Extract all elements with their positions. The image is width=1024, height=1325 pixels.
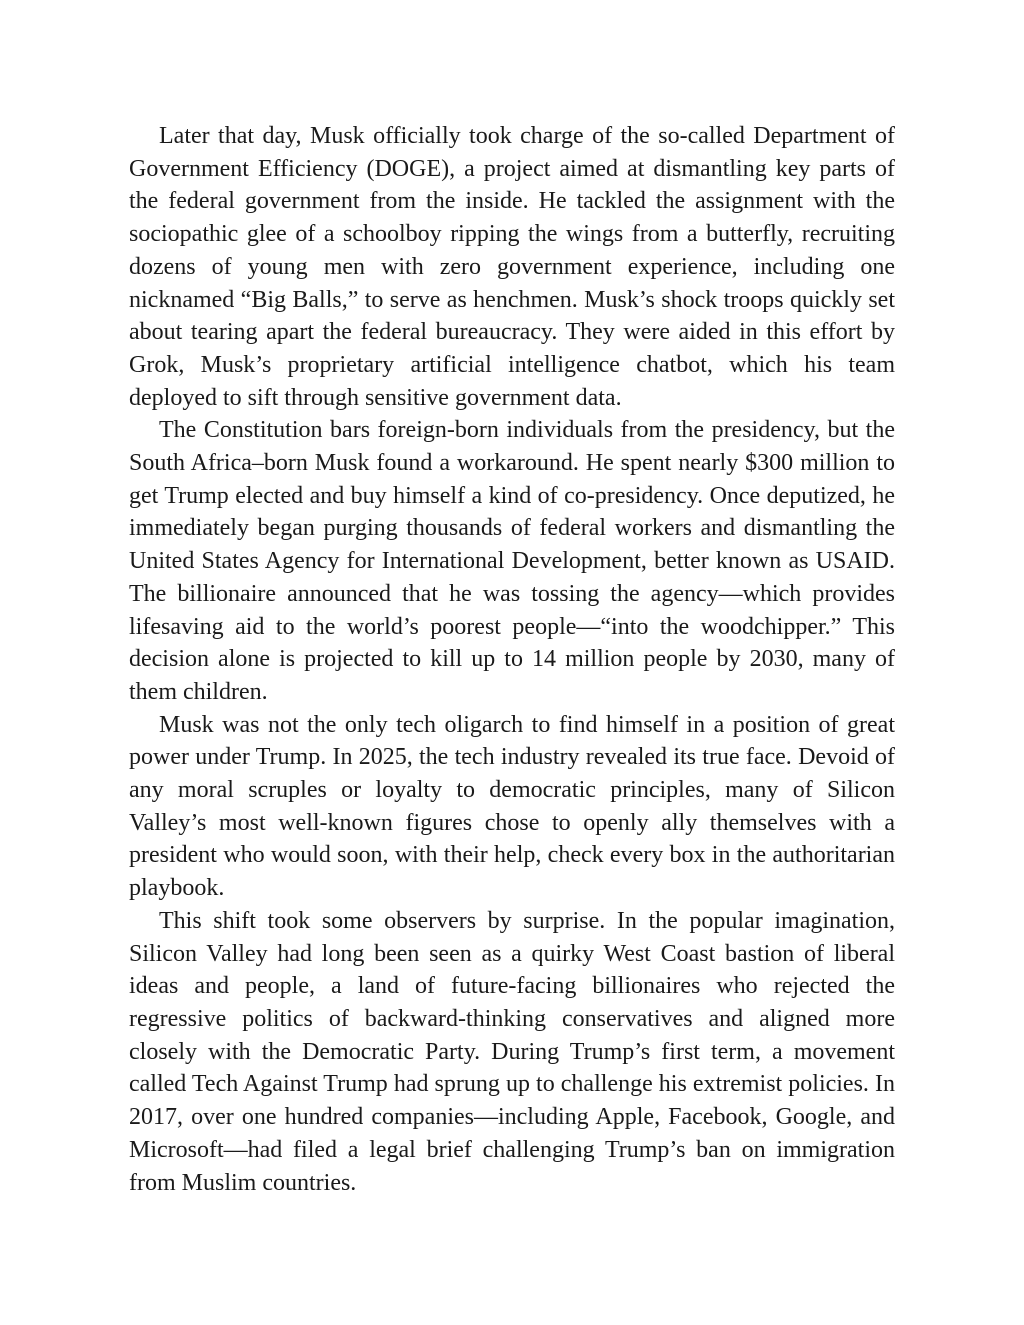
- body-text: [129, 120, 895, 1199]
- paragraph-doge: Later that day, Musk officially took charge of the so-called Department of Government Efficiency (DOGE), a project aimed at dismantling key parts of the federal government from the inside. He tackled the assignment with the sociopathic glee of a schoolboy ripping the wings from a butterfly, recruiting dozens of young men with zero government experience, including one nicknamed “Big Balls,” to serve as henchmen. Musk’s shock troops quickly set about tearing apart the federal bureaucracy. They were aided in this effort by Grok, Musk’s proprietary artificial intelligence chatbot, which his team deployed to sift through sensitive government data.: [129, 123, 895, 411]
- paragraph-usaid: The Constitution bars foreign-born individuals from the presidency, but the South Africa–born Musk found a workaround. He spent nearly $300 million to get Trump elected and buy himself a kind of co-presidency. Once deputized, he immediately began purging thousands of federal workers and dismantling the United States Agency for International Development, better known as USAID. The billionaire announced that he was tossing the agency—which provides lifesaving aid to the world’s poorest people—“into the woodchipper.” This decision alone is projected to kill up to 14 million people by 2030, many of them children.: [129, 417, 895, 705]
- paragraph-tech-oligarchs: Musk was not the only tech oligarch to find himself in a position of great power under Trump. In 2025, the tech industry revealed its true face. Devoid of any moral scruples or loyalty to democratic principles, many of Silicon Valley’s most well-known figures chose to openly ally themselves with a president who would soon, with their help, check every box in the authoritarian playbook.: [129, 711, 895, 902]
- paragraph-silicon-valley-shift: This shift took some observers by surprise. In the popular imagination, Silicon Valley had long been seen as a quirky West Coast bastion of liberal ideas and people, a land of future-facing billionaires who rejected the regressive politics of backward-thinking conservatives and aligned more closely with the Democratic Party. During Trump’s first term, a movement called Tech Against Trump had sprung up to challenge his extremist policies. In 2017, over one hundred companies—including Apple, Facebook, Google, and Microsoft—had filed a legal brief challenging Trump’s ban on immigration from Muslim countries.: [129, 907, 895, 1196]
